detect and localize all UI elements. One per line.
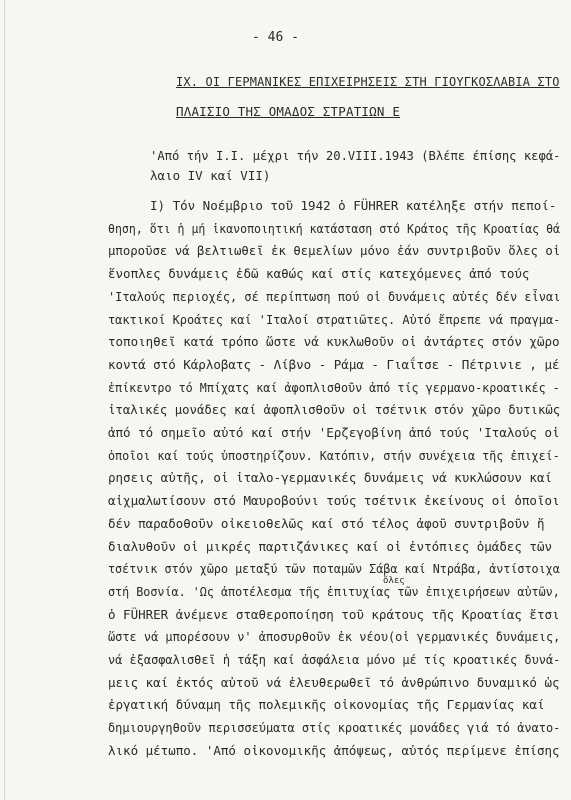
body-line: μποροῦσε νά βελτιωθεῖ ἐκ θεμελίων μόνο ἐάν συντριβοῦν ὅλες οἱ xyxy=(108,243,561,258)
body-line: διαλυθοῦν οἱ μικρές παρτιζάνικες καί οἱ ἐντόπιες ὁμάδες τῶν xyxy=(108,539,553,554)
body-line: νά ἐξασφαλισθεῖ ἡ τάξη καί ἀσφάλεια μόνο μέ τίς κροατικές δυνά- xyxy=(108,652,561,667)
body-line: ὁ FÜHRER ἀνέμενε σταθεροποίηση τοῦ κράτους τῆς Κροατίας ἔτσι xyxy=(108,607,560,622)
body-line: τσέτνικ στόν χῶρο μεταξύ τῶν ποταμῶν Σάβα καί Ντράβα, ἀντίστοιχα xyxy=(108,561,560,576)
body-line: αἰχμαλωτίσουν στό Μαυροβούνι τούς τσέτνικ ἐκείνους οἱ ὁποῖοι xyxy=(108,493,560,508)
body-line: ρησεις αὐτῆς, οἱ ἰταλο-γερμανικές δυνάμεις νά κυκλώσουν καί xyxy=(108,470,553,485)
body-line: τοποιηθεῖ κατά τρόπο ὥστε νά κυκλωθοῦν οἱ ἀντάρτες στόν χῶρο xyxy=(108,334,560,349)
page-number: - 46 - xyxy=(252,30,299,45)
heading-line-2: ΠΛΑΙΣΙΟ ΤΗΣ ΟΜΑΔΟΣ ΣΤΡΑΤΙΩΝ Ε xyxy=(176,104,401,119)
body-line: στή Βοσνία. 'Ως ἀποτέλεσμα τῆς ἐπιτυχίας τῶν ἐπιχειρήσεων αὐτῶν, xyxy=(108,584,560,599)
handwritten-insertion: ὅλες xyxy=(383,576,405,586)
body-line: μεις καί ἐκτός αὐτοῦ νά ἐλευθερωθεῖ τό ἀνθρώπινο δυναμικό ὡς xyxy=(108,675,560,690)
body-line: δέν παραδοθοῦν οἰκειοθελῶς καί στό τέλος ἀφοῦ συντριβοῦν ἤ xyxy=(108,516,545,531)
intro-line-2: λαιο IV καί VII) xyxy=(150,168,271,183)
heading-line-1: IX. ΟΙ ΓΕΡΜΑΝΙΚΕΣ ΕΠΙΧΕΙΡΗΣΕΙΣ ΣΤΗ ΓΙΟΥΓΚΟΣΛΑΒΙΑ ΣΤΟ xyxy=(176,74,560,89)
intro-line-1: 'Από τήν Ι.Ι. μέχρι τήν 20.VIII.1943 (Βλέπε έπίσης κεφά- xyxy=(150,148,561,163)
body-line: ὁποῖοι καί τούς ὑποστηρίζουν. Κατόπιν, στήν συνέχεια τῆς ἐπιχεί- xyxy=(108,448,560,463)
body-line: ἔνοπλες δυνάμεις ἐδῶ καθώς καί στίς κατεχόμενες ἀπό τούς xyxy=(108,266,530,281)
body-line: δημιουργηθοῦν περισσεύματα στίς κροατικές μονάδες γιά τό ἀνατο- xyxy=(108,720,561,735)
body-line: ὥστε νά μπορέσουν ν' ἀποσυρθοῦν ἐκ νέου(οἱ γερμανικές δυνάμεις, xyxy=(108,629,561,644)
scan-edge xyxy=(4,0,5,800)
body-line: ἰταλικές μονάδες καί ἀφοπλισθοῦν οἱ τσέτνικ στόν χῶρο δυτικῶς xyxy=(108,402,561,417)
body-line: λικό μέτωπο. 'Από οἰκονομικῆς ἀπόψεως, αὐτός περίμενε ἐπίσης xyxy=(108,743,560,758)
body-line: κοντά στό Κάρλοβατς - Λίβνο - Ράμα - Γιαΐτσε - Πέτρινιε , μέ xyxy=(108,357,560,372)
body-line: ἀπό τό σημεῖο αὐτό καί στήν 'Ερζεγοβίνη ἀπό τούς 'Ιταλούς οἱ xyxy=(108,425,560,440)
body-line: ἐπίκεντρο τό Μπίχατς καί ἀφοπλισθοῦν ἀπό τίς γερμανο-κροατικές - xyxy=(108,380,560,395)
body-line: I) Τόν Νοέμβριο τοῦ 1942 ὁ FÜHRER κατέληξε στήν πεποί- xyxy=(150,198,557,213)
body-line: 'Ιταλούς περιοχές, σέ περίπτωση πού οἱ δυνάμεις αὐτές δέν εἶναι xyxy=(108,289,561,304)
body-line: τακτικοί Κροάτες καί 'Ιταλοί στρατιῶτες. Αὐτό ἔπρεπε νά πραγμα- xyxy=(108,312,561,327)
body-line: ἐργατική δύναμη τῆς πολεμικῆς οἰκονομίας τῆς Γερμανίας καί xyxy=(108,697,545,712)
body-line: θηση, ὅτι ἡ μή ἱκανοποιητική κατάσταση στό Κράτος τῆς Κροατίας θά xyxy=(108,221,560,236)
